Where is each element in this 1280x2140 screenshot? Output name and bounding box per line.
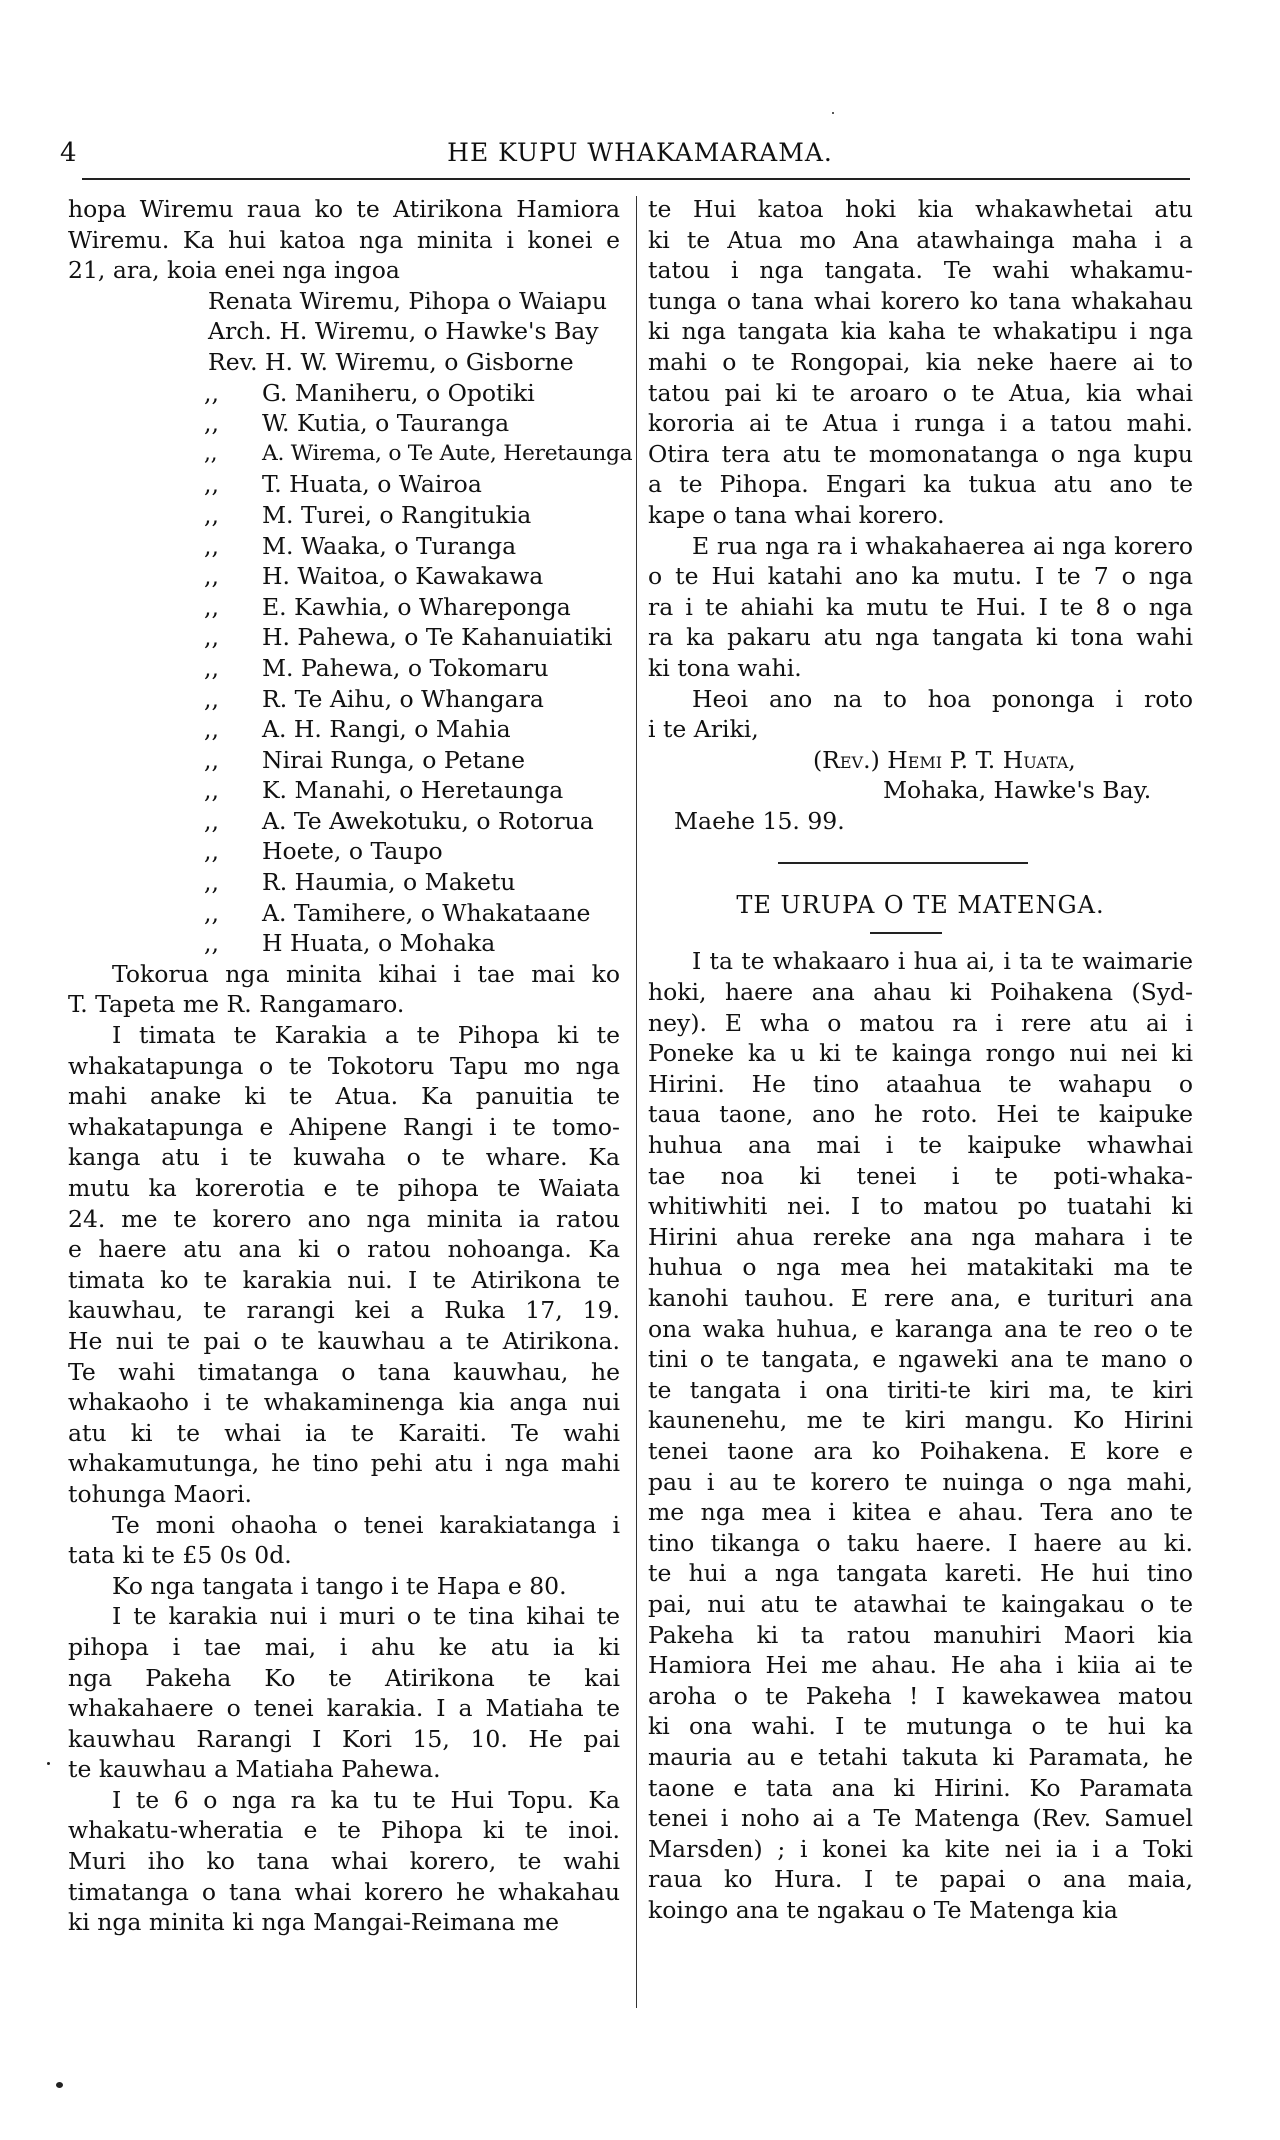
clergy-name: Nirai Runga, o Petane [262, 745, 526, 774]
signature-block [648, 745, 1193, 806]
text-line: tatou pai ki te aroaro o te Atua, kia whai [648, 378, 1193, 407]
text-line: whakatapunga e Ahipene Rangi i te tomo- [68, 1112, 620, 1141]
ditto-mark: ,, [204, 562, 219, 591]
text-line: tae noa ki tenei i te poti-whaka- [648, 1161, 1193, 1190]
ditto-mark: ,, [204, 500, 219, 529]
ditto-mark: ,, [204, 715, 219, 744]
column-divider [636, 196, 637, 2008]
text-line: mahi o te Rongopai, kia neke haere ai to [648, 347, 1193, 376]
text-line: a te Pihopa. Engari ka tukua atu ano te [648, 470, 1193, 499]
text-line: Hirini. He tino ataahua te wahapu o [648, 1069, 1193, 1098]
heading-underline [870, 932, 942, 934]
text-line: Muri iho ko tana whai korero, te wahi [68, 1847, 620, 1876]
text-line: nga Pakeha Ko te Atirikona te kai [68, 1663, 620, 1692]
text-line: timata ko te karakia nui. I te Atirikona te [68, 1265, 620, 1294]
signature-title: (Rev.) [813, 745, 880, 774]
clergy-list-entry [68, 561, 620, 592]
clergy-list-entry [68, 408, 620, 439]
clergy-name: A. H. Rangi, o Mahia [262, 715, 511, 744]
text-line: taua taone, ano he roto. Hei te kaipuke [648, 1100, 1193, 1129]
paragraph [68, 1571, 620, 1602]
text-line: He nui te pai o te kauwhau a te Atirikona. [68, 1326, 620, 1355]
clergy-list-entry [68, 714, 620, 745]
text-line: ra i te ahiahi ka mutu te Hui. I te 8 o nga [648, 592, 1193, 621]
ditto-mark: ,, [204, 776, 219, 805]
text-line: taone e tata ana ki Hirini. Ko Paramata [648, 1773, 1193, 1802]
text-line: e haere atu ana ki o ratou nohoanga. Ka [68, 1235, 620, 1264]
ditto-mark: ,, [204, 898, 219, 927]
text-line: whakaoho i te whakaminenga kia anga nui [68, 1388, 620, 1417]
text-line: tenei taone ara ko Poihakena. E kore e [648, 1436, 1193, 1465]
text-line: Hamiora Hei me ahau. He aha i kiia ai te [648, 1651, 1193, 1680]
clergy-list-entry [68, 378, 620, 409]
paragraph [648, 684, 1193, 745]
text-line: I timata te Karakia a te Pihopa ki te [112, 1021, 620, 1050]
clergy-name: G. Maniheru, o Opotiki [262, 378, 535, 407]
ink-speck [47, 1762, 50, 1765]
clergy-name: H. Waitoa, o Kawakawa [262, 562, 544, 591]
clergy-name: W. Kutia, o Tauranga [262, 409, 510, 438]
ditto-mark: ,, [204, 745, 219, 774]
ditto-mark: ,, [204, 837, 219, 866]
clergy-list-entry [68, 469, 620, 500]
ditto-mark: ,, [204, 806, 219, 835]
text-line: E rua nga ra i whakahaerea ai nga korero [692, 531, 1193, 560]
text-line: ona waka huhua, e karanga ana te reo o te [648, 1314, 1193, 1343]
text-line: whakamutunga, he tino pehi atu i nga mahi [68, 1449, 620, 1478]
text-line: 21, ara, koia enei nga ingoa [68, 256, 400, 285]
text-line: tatou i nga tangata. Te wahi whakamu- [648, 256, 1193, 285]
ditto-mark: ,, [204, 684, 219, 713]
signature-author: Hemi P. T. Huata, [887, 745, 1076, 774]
text-line: te tangata i ona tiriti-te kiri ma, te kiri [648, 1375, 1193, 1404]
paragraph [68, 1020, 620, 1510]
ditto-mark: ,, [204, 440, 218, 466]
text-line: kape o tana whai korero. [648, 500, 945, 529]
text-line: aroha o te Pakeha ! I kawekawea matou [648, 1681, 1193, 1710]
header-rule [82, 178, 1190, 180]
text-line: kanga atu i te kuwaha o te whare. Ka [68, 1143, 620, 1172]
text-line: huhua o nga mea hei matakitaki ma te [648, 1253, 1193, 1282]
text-line: te kauwhau a Matiaha Pahewa. [68, 1755, 441, 1784]
clergy-list-entry [68, 867, 620, 898]
text-line: huhua ana mai i te kaipuke whawhai [648, 1131, 1193, 1160]
text-line: ki ona wahi. I te mutunga o te hui ka [648, 1712, 1193, 1741]
clergy-list-entry: Renata Wiremu, Pihopa o Waiapu [208, 286, 608, 315]
clergy-name: R. Haumia, o Maketu [262, 868, 516, 897]
clergy-name: T. Huata, o Wairoa [262, 470, 482, 499]
clergy-list-entry [68, 775, 620, 806]
text-line: I te 6 o nga ra ka tu te Hui Topu. Ka [112, 1785, 620, 1814]
text-line: Hirini ahua rereke ana nga mahara i te [648, 1222, 1193, 1251]
text-line: Te moni ohaoha o tenei karakiatanga i [112, 1510, 620, 1539]
text-line: o te Hui katahi ano ka mutu. I te 7 o nga [648, 562, 1193, 591]
text-line: I te karakia nui i muri o te tina kihai te [112, 1602, 620, 1631]
ditto-mark: ,, [204, 378, 219, 407]
paragraph [648, 531, 1193, 684]
text-line: Te wahi timatanga o tana kauwhau, he [68, 1357, 620, 1386]
text-line: ki nga minita ki nga Mangai-Reimana me [68, 1908, 560, 1937]
paragraph [68, 1510, 620, 1571]
paragraph [68, 959, 620, 1020]
text-line: Tokorua nga minita kihai i tae mai ko [112, 959, 620, 988]
clergy-list-entry [68, 898, 620, 929]
text-line: ra ka pakaru atu nga tangata ki tona wahi [648, 623, 1193, 652]
section-heading: TE URUPA O TE MATENGA. [736, 891, 1105, 920]
clergy-list-entry [68, 684, 620, 715]
ditto-mark: ,, [204, 929, 219, 958]
clergy-name: M. Pahewa, o Tokomaru [262, 653, 549, 682]
text-line: hoki, haere ana ahau ki Poihakena (Syd- [648, 978, 1193, 1007]
text-line: te hui a nga tangata kareti. He hui tino [648, 1559, 1193, 1588]
clergy-list-entry [68, 836, 620, 867]
clergy-list-entry [68, 622, 620, 653]
text-line: tini o te tangata, e ngaweki ana te mano o [648, 1345, 1193, 1374]
text-line: Heoi ano na to hoa pononga i roto [692, 684, 1193, 713]
clergy-name: M. Waaka, o Turanga [262, 531, 517, 560]
signature-name [648, 745, 1193, 776]
clergy-name: H. Pahewa, o Te Kahanuiatiki [262, 623, 613, 652]
clergy-list-entry [68, 592, 620, 623]
text-line: koingo ana te ngakau o Te Matenga kia [648, 1895, 1118, 1924]
text-line: ki te Atua mo Ana atawhainga maha i a [648, 225, 1193, 254]
text-line: Ko nga tangata i tango i te Hapa e 80. [112, 1571, 567, 1600]
text-line: whakatu-wheratia e te Pihopa ki te inoi. [68, 1816, 620, 1845]
text-line: ney). E wha o matou ra i rere atu ai i [648, 1008, 1193, 1037]
clergy-name: H Huata, o Mohaka [262, 929, 496, 958]
text-line: Otira tera atu te momonatanga o nga kupu [648, 439, 1193, 468]
text-line: whakahaere o tenei karakia. I a Matiaha te [68, 1694, 620, 1723]
text-line: Poneke ka u ki te kainga rongo nui nei ki [648, 1039, 1193, 1068]
text-line: mahi anake ki te Atua. Ka panuitia te [68, 1082, 620, 1111]
ditto-mark: ,, [204, 592, 219, 621]
ink-speck [832, 112, 834, 114]
letter-date: Maehe 15. 99. [674, 806, 845, 835]
clergy-list-entry: Arch. H. Wiremu, o Hawke's Bay [208, 317, 599, 346]
text-line: whitiwhiti nei. I to matou po tuatahi ki [648, 1192, 1193, 1221]
clergy-list-entry [68, 439, 633, 470]
text-line: tohunga Maori. [68, 1479, 252, 1508]
text-line: 24. me te korero ano nga minita ia ratou [68, 1204, 620, 1233]
text-line: pau i au te korero te nuinga o nga mahi, [648, 1467, 1193, 1496]
text-line: atu ki te whai ia te Karaiti. Te wahi [68, 1418, 620, 1447]
running-title: HE KUPU WHAKAMARAMA. [447, 138, 833, 167]
clergy-list-entry [68, 745, 620, 776]
text-line: I ta te whakaaro i hua ai, i ta te waimarie [692, 947, 1193, 976]
text-line: tenei i noho ai a Te Matenga (Rev. Samuel [648, 1804, 1193, 1833]
text-line: ki tona wahi. [648, 653, 802, 682]
text-line: Marsden) ; i konei ka kite nei ia i a Toki [648, 1834, 1193, 1863]
clergy-list-entry [68, 500, 620, 531]
ditto-mark: ,, [204, 653, 219, 682]
ditto-mark: ,, [204, 470, 219, 499]
text-line: mutu ka korerotia e te pihopa te Waiata [68, 1174, 620, 1202]
text-line: pihopa i tae mai, i ahu ke atu ia ki [68, 1632, 620, 1661]
clergy-list-entry [68, 806, 620, 837]
ditto-mark: ,, [204, 623, 219, 652]
text-line: tino tikanga o taku haere. I haere au ki. [648, 1528, 1193, 1557]
text-line: Wiremu. Ka hui katoa nga minita i konei e [68, 225, 620, 254]
ditto-mark: ,, [204, 868, 219, 897]
text-line: mauria au e tetahi takuta ki Paramata, he [648, 1742, 1193, 1771]
clergy-name: E. Kawhia, o Whareponga [262, 592, 571, 621]
paragraph [68, 1601, 620, 1785]
text-line: te Hui katoa hoki kia whakawhetai atu [648, 195, 1193, 223]
text-line: T. Tapeta me R. Rangamaro. [68, 990, 405, 1019]
page-number: 4 [60, 138, 77, 168]
text-line: me nga mea i kitea e ahau. Tera ano te [648, 1498, 1193, 1527]
paragraph [648, 946, 1193, 1925]
clergy-name: M. Turei, o Rangitukia [262, 500, 532, 529]
clergy-list-entry: Rev. H. W. Wiremu, o Gisborne [208, 347, 574, 376]
clergy-name: R. Te Aihu, o Whangara [262, 684, 544, 713]
clergy-name: A. Te Awekotuku, o Rotorua [262, 806, 594, 835]
text-line: kauwhau, te rarangi kei a Ruka 17, 19. [68, 1296, 620, 1325]
text-line: kororia ai te Atua i runga i a tatou mahi. [648, 409, 1193, 438]
ink-speck [56, 2082, 63, 2088]
paragraph [68, 1785, 620, 1938]
signature-location: Mohaka, Hawke's Bay. [883, 776, 1152, 805]
ditto-mark: ,, [204, 531, 219, 560]
section-divider [778, 862, 1028, 864]
clergy-name: A. Tamihere, o Whakataane [262, 898, 591, 927]
ditto-mark: ,, [204, 409, 219, 438]
text-line: kauwhau Rarangi I Kori 15, 10. He pai [68, 1724, 620, 1753]
text-line: ki nga tangata kia kaha te whakatipu i nga [648, 317, 1193, 346]
text-line: tata ki te £5 0s 0d. [68, 1541, 292, 1570]
clergy-name: A. Wirema, o Te Aute, Heretaunga [262, 440, 633, 466]
clergy-name: K. Manahi, o Heretaunga [262, 776, 564, 805]
text-line: pai, nui atu te atawhai te kaingakau o te [648, 1589, 1193, 1618]
clergy-list-entry [68, 531, 620, 562]
paragraph [648, 194, 1193, 531]
clergy-list-entry [68, 653, 620, 684]
text-line: whakatapunga o te Tokotoru Tapu mo nga [68, 1051, 620, 1080]
text-line: raua ko Hura. I te papai o ana maia, [648, 1865, 1193, 1894]
text-line: kanohi tauhou. E rere ana, e turituri ana [648, 1284, 1193, 1312]
clergy-list-entry [68, 928, 620, 959]
left-column [68, 194, 633, 1938]
text-line: timatanga o tana whai korero he whakahau [68, 1877, 620, 1906]
text-line: i te Ariki, [648, 715, 759, 744]
text-line: tunga o tana whai korero ko tana whakahau [648, 286, 1193, 315]
text-line: kaunenehu, me te kiri mangu. Ko Hirini [648, 1406, 1193, 1435]
text-line: Pakeha ki ta ratou manuhiri Maori kia [648, 1620, 1193, 1649]
text-line: hopa Wiremu raua ko te Atirikona Hamiora [68, 195, 620, 223]
right-column [648, 194, 1193, 1925]
clergy-name: Hoete, o Taupo [262, 837, 443, 866]
